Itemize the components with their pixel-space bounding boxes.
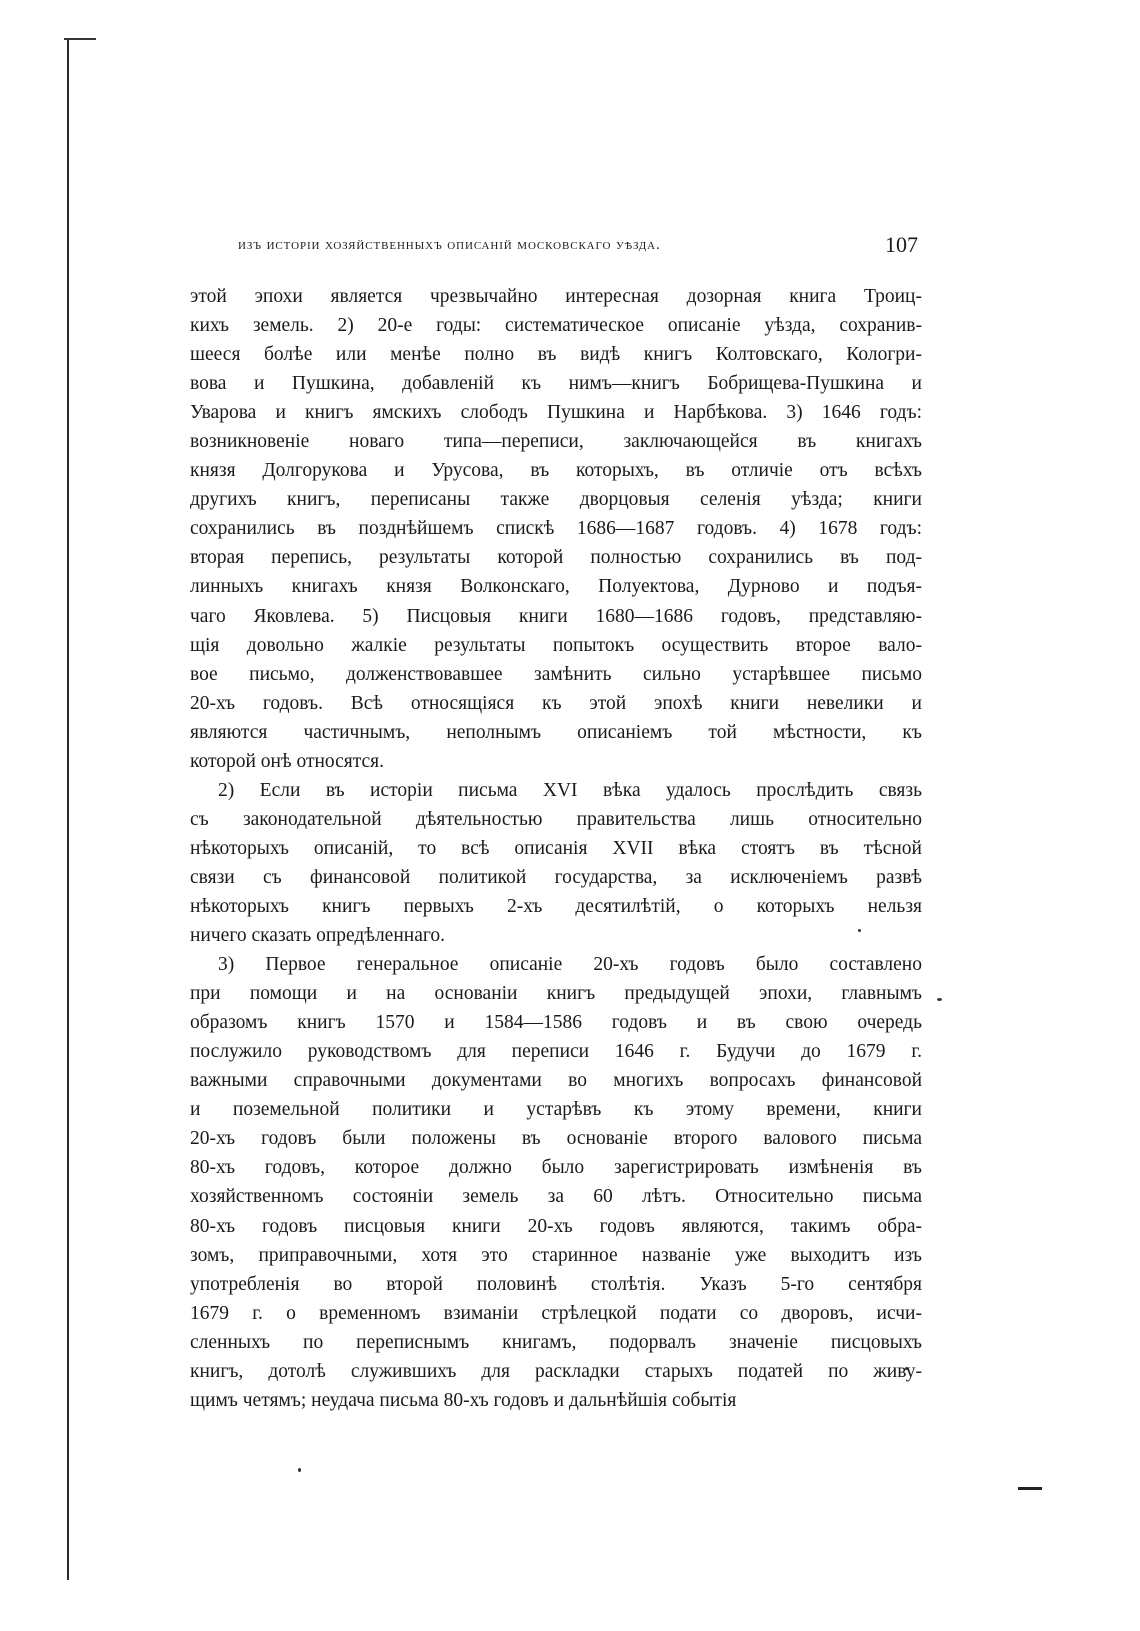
text-line: кихъ земель. 2) 20-е годы: систематическое описаніе уѣзда, сохранив-	[190, 315, 922, 337]
text-line: съ законодательной дѣятельностью правительства лишь относительно	[190, 808, 922, 830]
text-line: князя Долгорукова и Урусова, въ которыхъ, въ отличіе отъ всѣхъ	[190, 460, 922, 482]
text-line: чаго Яковлева. 5) Писцовыя книги 1680—1686 годовъ, представляю-	[190, 605, 922, 627]
text-line: ничего сказать опредѣленнаго.	[190, 925, 445, 947]
text-line: сленныхъ по переписнымъ книгамъ, подорвалъ значеніе писцовыхъ	[190, 1331, 922, 1353]
text-line: вторая перепись, результаты которой полностью сохранились въ под-	[190, 547, 922, 569]
text-line: сохранились въ позднѣйшемъ спискѣ 1686—1687 годовъ. 4) 1678 годъ:	[190, 518, 922, 540]
body-text	[190, 282, 922, 1415]
text-line: связи съ финансовой политикой государства, за исключеніемъ развѣ	[190, 866, 922, 888]
text-line: шееся болѣе или менѣе полно въ видѣ книгъ Колтовскаго, Кологри-	[190, 344, 922, 366]
text-line: линныхъ книгахъ князя Волконскаго, Полуектова, Дурново и подъя-	[190, 576, 922, 598]
text-line: щія довольно жалкіе результаты попытокъ осуществить второе вало-	[190, 634, 922, 656]
paragraph	[190, 282, 922, 776]
text-line: возникновеніе новаго типа—переписи, заключающейся въ книгахъ	[190, 431, 922, 453]
text-line: вое письмо, долженствовавшее замѣнить сильно устарѣвшее письмо	[190, 663, 922, 685]
text-line: нѣкоторыхъ книгъ первыхъ 2-хъ десятилѣтій, о которыхъ нельзя	[190, 895, 922, 917]
text-line: другихъ книгъ, переписаны также дворцовыя селенія уѣзда; книги	[190, 489, 922, 511]
text-line: зомъ, приправочными, хотя это старинное названіе уже выходитъ изъ	[190, 1244, 922, 1266]
text-line: важными справочными документами во многихъ вопросахъ финансовой	[190, 1070, 922, 1092]
scan-speck	[937, 998, 942, 1001]
page-edge-line	[67, 40, 69, 1580]
scan-speck	[298, 1468, 301, 1472]
text-line: 2) Если въ исторіи письма XVI вѣка удалось прослѣдить связь	[218, 779, 922, 801]
paragraph	[190, 950, 922, 1415]
text-line: хозяйственномъ состояніи земель за 60 лѣтъ. Относительно письма	[190, 1186, 922, 1208]
text-line: которой онѣ относятся.	[190, 750, 385, 772]
text-line: употребленія во второй половинѣ столѣтія. Указъ 5-го сентября	[190, 1273, 922, 1295]
running-title: изъ исторіи хозяйственныхъ описаній московскаго уѣзда.	[238, 237, 661, 253]
text-line: 1679 г. о временномъ взиманіи стрѣлецкой подати со дворовъ, исчи-	[190, 1302, 922, 1324]
text-line: книгъ, дотолѣ служившихъ для раскладки старыхъ податей по живу-	[190, 1360, 922, 1382]
scan-mark-top	[64, 38, 96, 40]
scan-mark-right	[1018, 1487, 1042, 1490]
text-line: 20-хъ годовъ были положены въ основаніе второго валового письма	[190, 1128, 922, 1150]
text-line: щимъ четямъ; неудача письма 80-хъ годовъ и дальнѣйшія событія	[190, 1389, 737, 1411]
text-line: при помощи и на основаніи книгъ предыдущей эпохи, главнымъ	[190, 983, 922, 1005]
text-line: образомъ книгъ 1570 и 1584—1586 годовъ и въ свою очередь	[190, 1012, 922, 1034]
text-line: Уварова и книгъ ямскихъ слободъ Пушкина и Нарбѣкова. 3) 1646 годъ:	[190, 402, 922, 424]
text-line: 80-хъ годовъ, которое должно было зарегистрировать измѣненія въ	[190, 1157, 922, 1179]
page-number: 107	[885, 232, 918, 257]
paragraph	[190, 776, 922, 950]
text-line: послужило руководствомъ для переписи 1646 г. Будучи до 1679 г.	[190, 1041, 922, 1063]
text-line: вова и Пушкина, добавленій къ нимъ—книгъ Бобрищева-Пушкина и	[190, 373, 922, 395]
text-line: этой эпохи является чрезвычайно интересная дозорная книга Троиц-	[190, 286, 922, 307]
text-line: 20-хъ годовъ. Всѣ относящіяся къ этой эпохѣ книги невелики и	[190, 692, 922, 714]
text-line: нѣкоторыхъ описаній, то всѣ описанія XVII вѣка стоятъ въ тѣсной	[190, 837, 922, 859]
text-line: 80-хъ годовъ писцовыя книги 20-хъ годовъ являются, такимъ обра-	[190, 1215, 922, 1237]
text-line: и поземельной политики и устарѣвъ къ этому времени, книги	[190, 1099, 922, 1121]
text-line: являются частичнымъ, неполнымъ описаніемъ той мѣстности, къ	[190, 721, 922, 743]
page-header	[238, 232, 918, 260]
text-line: 3) Первое генеральное описаніе 20-хъ годовъ было составлено	[218, 954, 922, 976]
